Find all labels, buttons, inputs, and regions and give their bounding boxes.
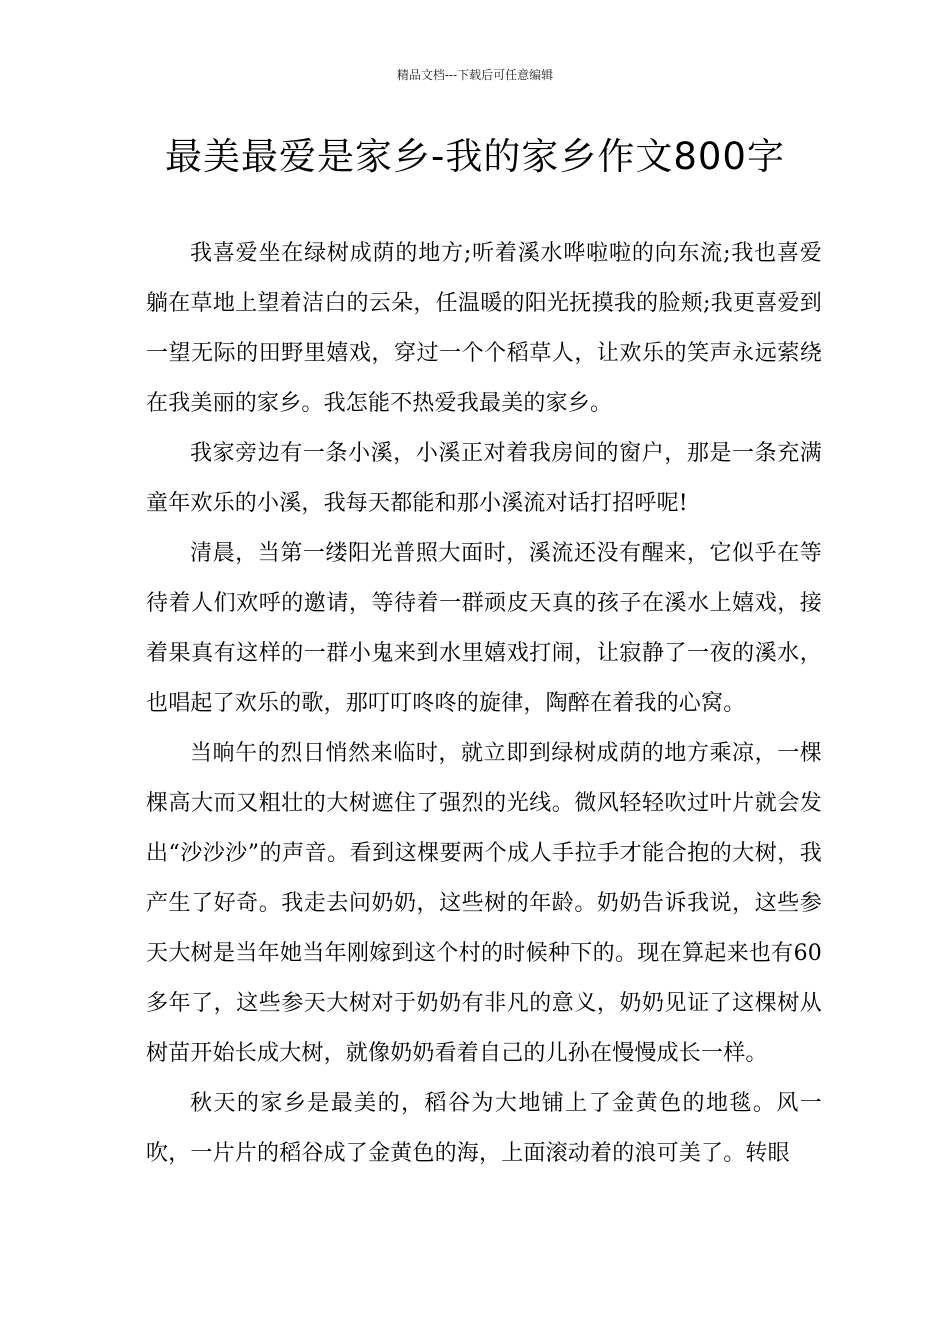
- paragraph: 我家旁边有一条小溪，小溪正对着我房间的窗户，那是一条充满童年欢乐的小溪，我每天都能和那小溪流对话打招呼呢!: [146, 441, 822, 516]
- document-body: [146, 229, 822, 1179]
- paragraph: 清晨，当第一缕阳光普照大面时，溪流还没有醒来，它似乎在等待着人们欢呼的邀请，等待着一群顽皮天真的孩子在溪水上嬉戏，接着果真有这样的一群小鬼来到水里嬉戏打闹，让寂静了一夜的溪水，也唱起了欢乐的歌，那叮叮咚咚的旋律，陶醉在着我的心窝。: [146, 541, 822, 716]
- paragraph: 秋天的家乡是最美的，稻谷为大地铺上了金黄色的地毯。风一吹，一片片的稻谷成了金黄色的海，上面滚动着的浪可美了。转眼: [146, 1091, 822, 1166]
- paragraph: 当晌午的烈日悄然来临时，就立即到绿树成荫的地方乘凉，一棵棵高大而又粗壮的大树遮住了强烈的光线。微风轻轻吹过叶片就会发出“沙沙沙”的声音。看到这棵要两个成人手拉手才能合抱的大树，我产生了好奇。我走去问奶奶，这些树的年龄。奶奶告诉我说，这些参天大树是当年她当年刚嫁到这个村的时候种下的。现在算起来也有60多年了，这些参天大树对于奶奶有非凡的意义，奶奶见证了这棵树从树苗开始长成大树，就像奶奶看着自己的儿孙在慢慢成长一样。: [146, 741, 822, 1066]
- header-note: 精品文档---下载后可任意编辑: [396, 68, 554, 82]
- document-title: 最美最爱是家乡-我的家乡作文800字: [165, 135, 785, 178]
- paragraph: 我喜爱坐在绿树成荫的地方;听着溪水哗啦啦的向东流;我也喜爱躺在草地上望着洁白的云朵，任温暖的阳光抚摸我的脸颊;我更喜爱到一望无际的田野里嬉戏，穿过一个个稻草人，让欢乐的笑声永远萦绕在我美丽的家乡。我怎能不热爱我最美的家乡。: [146, 241, 822, 416]
